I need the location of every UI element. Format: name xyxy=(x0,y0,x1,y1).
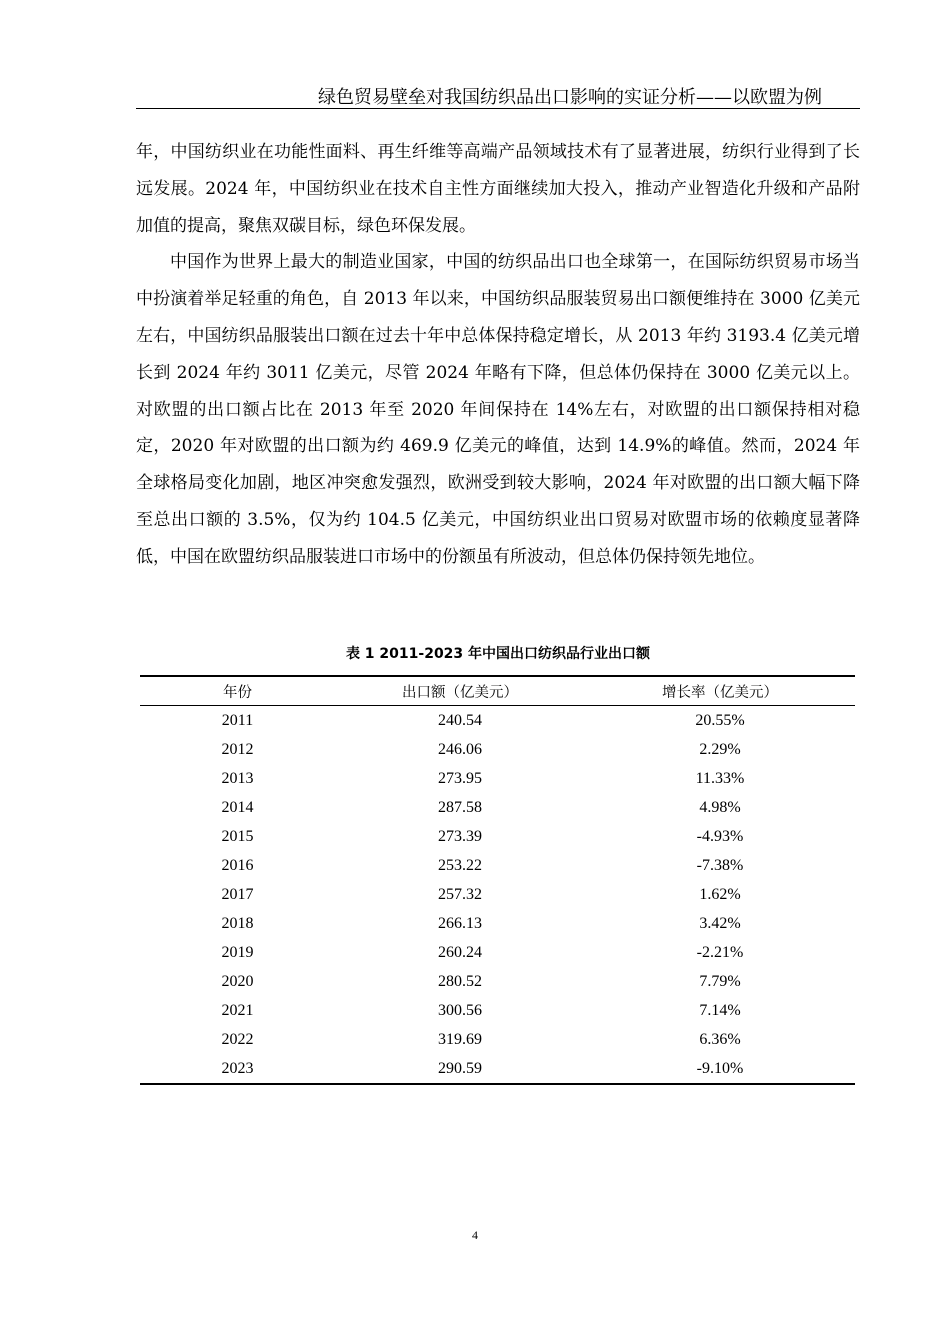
cell-year: 2015 xyxy=(221,827,254,845)
table-row xyxy=(140,880,855,909)
column-header-export-value: 出口额（亿美元） xyxy=(335,676,585,706)
cell-year: 2023 xyxy=(140,1054,335,1084)
cell-export-value: 273.39 xyxy=(438,827,482,845)
table-row xyxy=(140,909,855,938)
table-header-row xyxy=(140,676,855,706)
cell-year: 2019 xyxy=(221,943,254,961)
cell-growth-rate: 3.42% xyxy=(699,914,741,932)
cell-year: 2022 xyxy=(221,1030,254,1048)
cell-year: 2013 xyxy=(221,769,254,787)
cell-export-value: 257.32 xyxy=(438,885,482,903)
column-header-year: 年份 xyxy=(140,676,335,706)
body-text xyxy=(136,134,860,576)
cell-export-value: 300.56 xyxy=(438,1001,482,1019)
cell-year: 2011 xyxy=(221,711,254,729)
paragraph-continued: 年，中国纺织业在功能性面料、再生纤维等高端产品领域技术有了显著进展，纺织行业得到了长远发展。2024 年，中国纺织业在技术自主性方面继续加大投入，推动产业智造化升级和产品附加值的提高，聚焦双碳目标，绿色环保发展。 xyxy=(136,142,860,236)
cell-export-value: 273.95 xyxy=(438,769,482,787)
cell-year: 2020 xyxy=(221,972,254,990)
cell-year: 2018 xyxy=(221,914,254,932)
table-row xyxy=(140,1054,855,1084)
header-rule xyxy=(136,108,860,109)
table-row xyxy=(140,764,855,793)
export-table xyxy=(140,675,855,1085)
cell-export-value: 290.59 xyxy=(335,1054,585,1084)
cell-year: 2021 xyxy=(221,1001,254,1019)
cell-export-value: 287.58 xyxy=(438,798,482,816)
cell-growth-rate: 1.62% xyxy=(699,885,741,903)
cell-year: 2012 xyxy=(221,740,254,758)
cell-export-value: 319.69 xyxy=(438,1030,482,1048)
cell-export-value: 260.24 xyxy=(438,943,482,961)
cell-growth-rate: -4.93% xyxy=(696,827,744,845)
page-number: 4 xyxy=(472,1228,478,1242)
cell-growth-rate: -7.38% xyxy=(696,856,744,874)
cell-export-value: 253.22 xyxy=(438,856,482,874)
table-row xyxy=(140,996,855,1025)
table-row xyxy=(140,938,855,967)
cell-growth-rate: 11.33% xyxy=(695,769,745,787)
cell-growth-rate: -9.10% xyxy=(585,1054,855,1084)
cell-export-value: 266.13 xyxy=(438,914,482,932)
cell-export-value: 280.52 xyxy=(438,972,482,990)
cell-year: 2016 xyxy=(221,856,254,874)
cell-growth-rate: 2.29% xyxy=(699,740,741,758)
running-header: 绿色贸易壁垒对我国纺织品出口影响的实证分析——以欧盟为例 xyxy=(318,87,822,108)
paragraph-export-overview: 中国作为世界上最大的制造业国家，中国的纺织品出口也全球第一，在国际纺织贸易市场当中扮演着举足轻重的角色，自 2013 年以来，中国纺织品服装贸易出口额便维持在 3000 亿美元左右，中国纺织品服装出口额在过去十年中总体保持稳定增长，从 2013 年约 3193.4 亿美元增长到 2024 年约 3011 亿美元，尽管 2024 年略有下降，但总体仍保持在 3000 亿美元以上。对欧盟的出口额占比在 2013 年至 2020 年间保持在 14%左右，对欧盟的出口额保持相对稳定，2020 年对欧盟的出口额为约 469.9 亿美元的峰值，达到 14.9%的峰值。然而，2024 年全球格局变化加剧，地区冲突愈发强烈，欧洲受到较大影响，2024 年对欧盟的出口额大幅下降至总出口额的 3.5%，仅为约 104.5 亿美元，中国纺织业出口贸易对欧盟市场的依赖度显著降低，中国在欧盟纺织品服装进口市场中的份额虽有所波动，但总体仍保持领先地位。 xyxy=(136,252,860,567)
cell-growth-rate: 20.55% xyxy=(695,711,745,729)
cell-growth-rate: 4.98% xyxy=(699,798,741,816)
table-row xyxy=(140,735,855,764)
table-row xyxy=(140,793,855,822)
cell-export-value: 240.54 xyxy=(438,711,482,729)
cell-growth-rate: 6.36% xyxy=(699,1030,741,1048)
table-row xyxy=(140,822,855,851)
cell-growth-rate: -2.21% xyxy=(696,943,744,961)
cell-export-value: 246.06 xyxy=(438,740,482,758)
cell-growth-rate: 7.79% xyxy=(699,972,741,990)
table-row xyxy=(140,1025,855,1054)
cell-year: 2017 xyxy=(221,885,254,903)
table-row xyxy=(140,967,855,996)
column-header-growth-rate: 增长率（亿美元） xyxy=(585,676,855,706)
table-row xyxy=(140,706,855,736)
table-row xyxy=(140,851,855,880)
table-caption: 表 1 2011-2023 年中国出口纺织品行业出口额 xyxy=(345,646,651,662)
cell-year: 2014 xyxy=(221,798,254,816)
cell-growth-rate: 7.14% xyxy=(699,1001,741,1019)
